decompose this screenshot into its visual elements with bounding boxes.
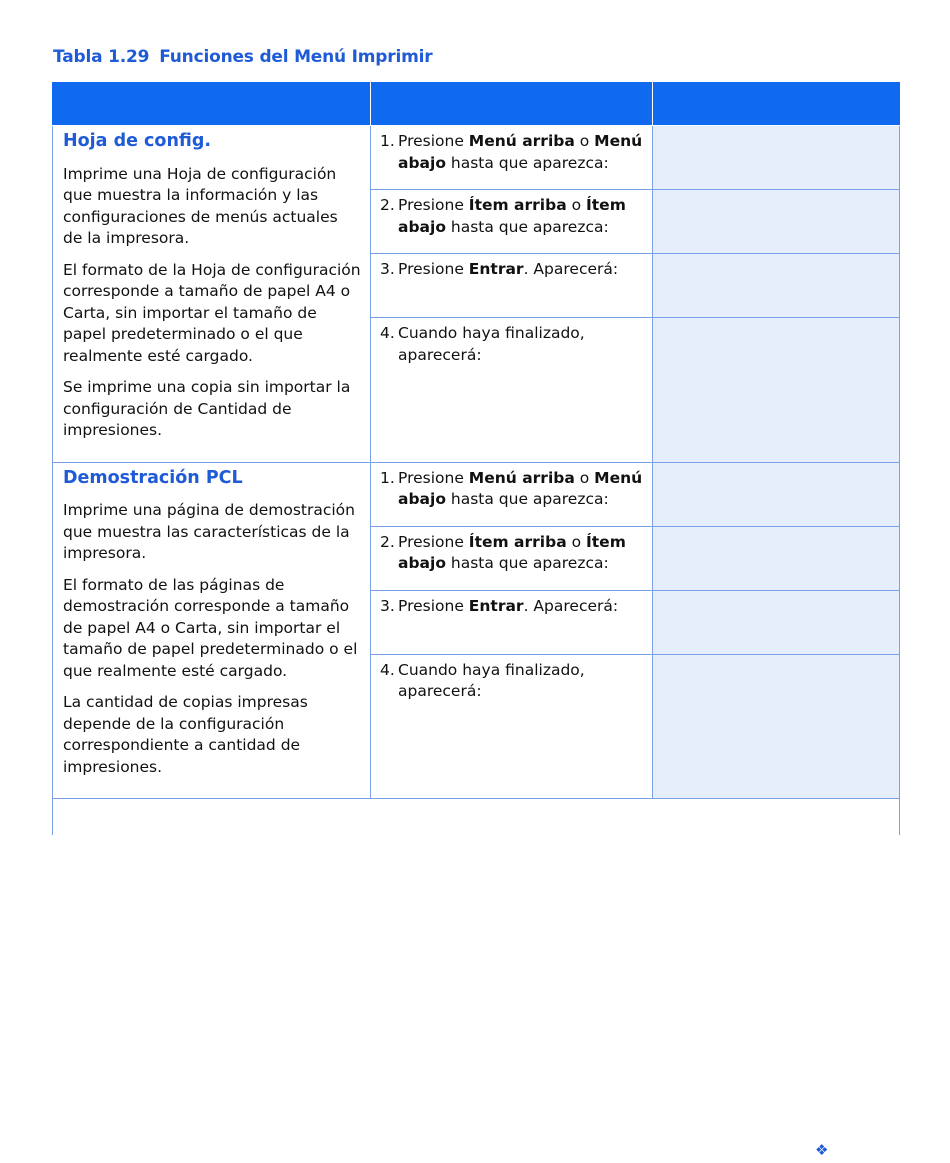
header-cell-display bbox=[653, 83, 900, 126]
step-text: Presione Ítem arriba o Ítem abajo hasta que aparezca: bbox=[398, 196, 626, 236]
function-description bbox=[53, 462, 371, 799]
step-cell bbox=[371, 654, 653, 798]
step-number: 2. bbox=[380, 532, 395, 551]
display-cell bbox=[653, 654, 900, 798]
step-text: Presione Menú arriba o Menú abajo hasta que aparezca: bbox=[398, 468, 643, 508]
description-paragraph: El formato de las páginas de demostración corresponde a tamaño de papel A4 o Carta, sin importar el tamaño de papel predeterminado o el que realmente esté cargado. bbox=[63, 575, 358, 680]
function-title: Hoja de config. bbox=[63, 131, 212, 151]
diamond-ornament-icon: ❖ bbox=[815, 1141, 829, 1159]
header-cell-steps bbox=[371, 83, 653, 126]
description-paragraph: Se imprime una copia sin importar la configuración de Cantidad de impresiones. bbox=[63, 378, 351, 439]
description-paragraph: El formato de la Hoja de configuración corresponde a tamaño de papel A4 o Carta, sin importar el tamaño de papel predeterminado o el que realmente esté cargado. bbox=[63, 260, 361, 365]
step-number: 3. bbox=[380, 596, 395, 615]
header-cell-function bbox=[53, 83, 371, 126]
step-cell bbox=[371, 462, 653, 526]
step-number: 1. bbox=[380, 468, 395, 487]
step-number: 3. bbox=[380, 260, 395, 279]
description-paragraph: Imprime una Hoja de configuración que muestra la información y las configuraciones de menús actuales de la impresora. bbox=[63, 164, 338, 247]
step-cell bbox=[371, 526, 653, 590]
step-cell bbox=[371, 254, 653, 318]
step-cell bbox=[371, 126, 653, 190]
step-text: Cuando haya finalizado, aparecerá: bbox=[398, 660, 585, 701]
table-number: Tabla 1.29 bbox=[53, 47, 150, 67]
empty-footer-cell bbox=[53, 799, 900, 836]
display-cell bbox=[653, 190, 900, 254]
step-text: Presione Ítem arriba o Ítem abajo hasta que aparezca: bbox=[398, 532, 626, 573]
display-cell bbox=[653, 526, 900, 590]
display-cell bbox=[653, 590, 900, 654]
display-cell bbox=[653, 126, 900, 190]
display-cell bbox=[653, 318, 900, 462]
step-number: 4. bbox=[380, 324, 395, 343]
function-description bbox=[53, 126, 371, 463]
step-text: Presione Entrar. Aparecerá: bbox=[398, 260, 619, 279]
display-cell bbox=[653, 462, 900, 526]
print-menu-table bbox=[52, 82, 900, 835]
step-cell bbox=[371, 190, 653, 254]
function-title: Demostración PCL bbox=[63, 467, 243, 488]
step-cell bbox=[371, 590, 653, 654]
step-text: Presione Entrar. Aparecerá: bbox=[398, 596, 619, 615]
description-paragraph: La cantidad de copias impresas depende de la configuración correspondiente a cantidad de impresiones. bbox=[63, 693, 308, 776]
step-number: 2. bbox=[380, 196, 395, 215]
table-row bbox=[53, 462, 900, 526]
step-number: 4. bbox=[380, 660, 395, 679]
table-caption bbox=[53, 47, 432, 67]
step-text: Cuando haya finalizado, aparecerá: bbox=[398, 324, 585, 364]
step-text: Presione Menú arriba o Menú abajo hasta que aparezca: bbox=[398, 132, 643, 172]
table-footer-row bbox=[53, 799, 900, 836]
step-cell bbox=[371, 318, 653, 462]
display-cell bbox=[653, 254, 900, 318]
step-number: 1. bbox=[380, 132, 395, 150]
table-header-row bbox=[53, 83, 900, 126]
table-row bbox=[53, 126, 900, 190]
description-paragraph: Imprime una página de demostración que muestra las características de la impresora. bbox=[63, 501, 355, 562]
table-title: Funciones del Menú Imprimir bbox=[159, 47, 433, 67]
